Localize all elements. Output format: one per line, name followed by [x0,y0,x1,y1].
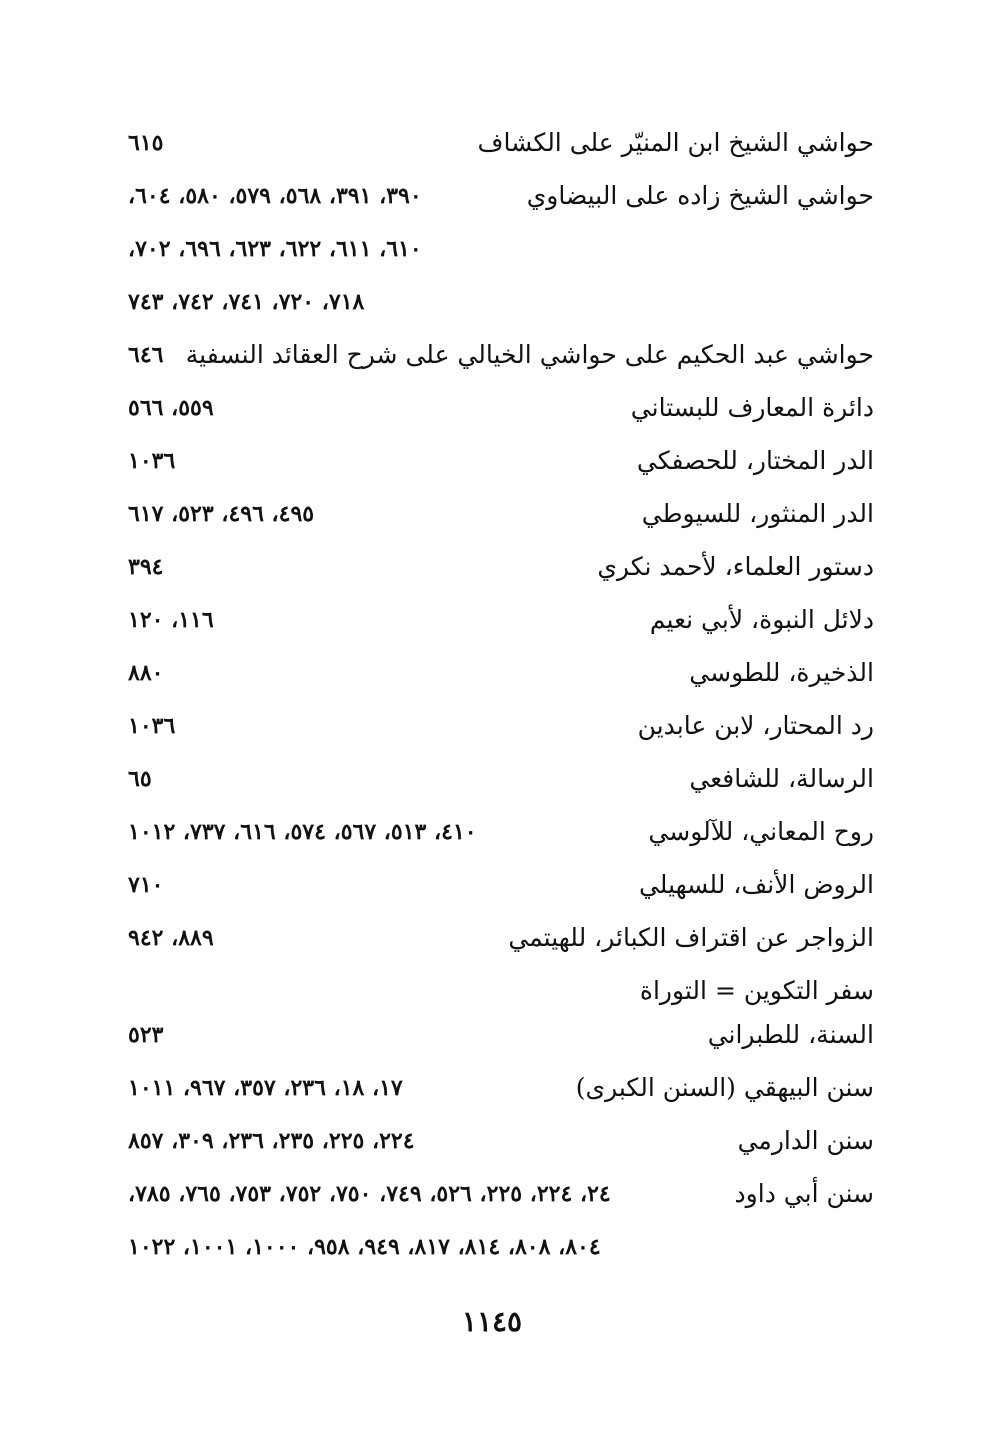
index-entry [0,648,984,700]
index-entry [0,913,984,965]
entry-title: الدر المختار، للحصفكي [636,446,874,475]
index-entry [0,489,984,541]
entry-pages: ٣٩٤ [128,554,164,580]
entry-pages: ٥٢٣ [128,1022,164,1048]
index-entry [0,754,984,806]
entry-pages: ٤١٠، ٥١٣، ٥٦٧، ٥٧٤، ٦١٦، ٧٣٧، ١٠١٢ [128,819,477,845]
index-entry [0,860,984,912]
entry-title: دلائل النبوة، لأبي نعيم [649,605,874,634]
entry-title: السنة، للطبراني [707,1020,874,1049]
index-entry [0,224,984,276]
index-entry [0,595,984,647]
entry-title: دائرة المعارف للبستاني [630,393,874,422]
index-entry [0,701,984,753]
entry-title: الرسالة، للشافعي [689,764,874,793]
entry-pages: ٨٨٠ [128,660,164,686]
entry-title: الذخيرة، للطوسي [689,658,874,687]
index-entry [0,542,984,594]
index-entry [0,330,984,382]
entry-pages: ١٠٣٦ [128,713,176,739]
entry-title: حواشي الشيخ ابن المنيّر على الكشاف [477,128,874,157]
entry-pages: ٧١٠ [128,872,164,898]
index-entry [0,277,984,329]
entry-title: سنن أبي داود [734,1179,874,1208]
index-entry [0,118,984,170]
index-entry [0,1222,984,1274]
entry-title: حواشي الشيخ زاده على البيضاوي [526,181,874,210]
index-entry [0,1063,984,1115]
index-entry [0,807,984,859]
entry-pages: ٨٠٤، ٨٠٨، ٨١٤، ٨١٧، ٩٤٩، ٩٥٨، ١٠٠٠، ١٠٠١، ١٠٢٢ [128,1234,601,1260]
index-entry [0,1169,984,1221]
index-entry [0,436,984,488]
entry-title: روح المعاني، للآلوسي [648,817,874,846]
entry-pages: ٦١٥ [128,130,164,156]
entry-pages: ٦١٠، ٦١١، ٦٢٢، ٦٢٣، ٦٩٦، ٧٠٢، [128,236,422,262]
entry-title: دستور العلماء، لأحمد نكري [597,552,874,581]
entry-title: سفر التكوين = التوراة [639,976,874,1005]
entry-pages: ٦٥ [128,766,152,792]
entry-pages: ١٧، ١٨، ٢٣٦، ٣٥٧، ٩٦٧، ١٠١١ [128,1075,403,1101]
entry-pages: ٧١٨، ٧٢٠، ٧٤١، ٧٤٢، ٧٤٣ [128,289,365,315]
page-number: ١١٤٥ [461,1305,523,1338]
entry-pages: ١٠٣٦ [128,448,176,474]
entry-pages: ٤٩٥، ٤٩٦، ٥٢٣، ٦١٧ [128,501,315,527]
entry-title: الروض الأنف، للسهيلي [638,870,874,899]
index-entry [0,1010,984,1062]
index-entry [0,171,984,223]
entry-pages: ٢٢٤، ٢٢٥، ٢٣٥، ٢٣٦، ٣٠٩، ٨٥٧ [128,1128,415,1154]
entry-title: الدر المنثور، للسيوطي [641,499,874,528]
entry-title: سنن البيهقي (السنن الكبرى) [575,1073,874,1102]
entry-pages: ١١٦، ١٢٠ [128,607,214,633]
index-entry [0,1116,984,1168]
index-entry [0,383,984,435]
entry-title: سنن الدارمي [737,1126,874,1155]
entry-pages: ٨٨٩، ٩٤٢ [128,925,214,951]
entry-pages: ٣٩٠، ٣٩١، ٥٦٨، ٥٧٩، ٥٨٠، ٦٠٤، [128,183,422,209]
entry-title: الزواجر عن اقتراف الكبائر، للهيتمي [508,923,874,952]
entry-title: رد المحتار، لابن عابدين [637,711,874,740]
entry-pages: ٥٥٩، ٥٦٦ [128,395,214,421]
entry-pages: ٢٤، ٢٢٤، ٢٢٥، ٥٢٦، ٧٤٩، ٧٥٠، ٧٥٢، ٧٥٣، ٧٦٥، ٧٨٥، [128,1181,611,1207]
entry-pages: ٦٤٦ [128,342,164,368]
entry-title: حواشي عبد الحكيم على حواشي الخيالي على شرح العقائد النسفية [185,340,874,369]
